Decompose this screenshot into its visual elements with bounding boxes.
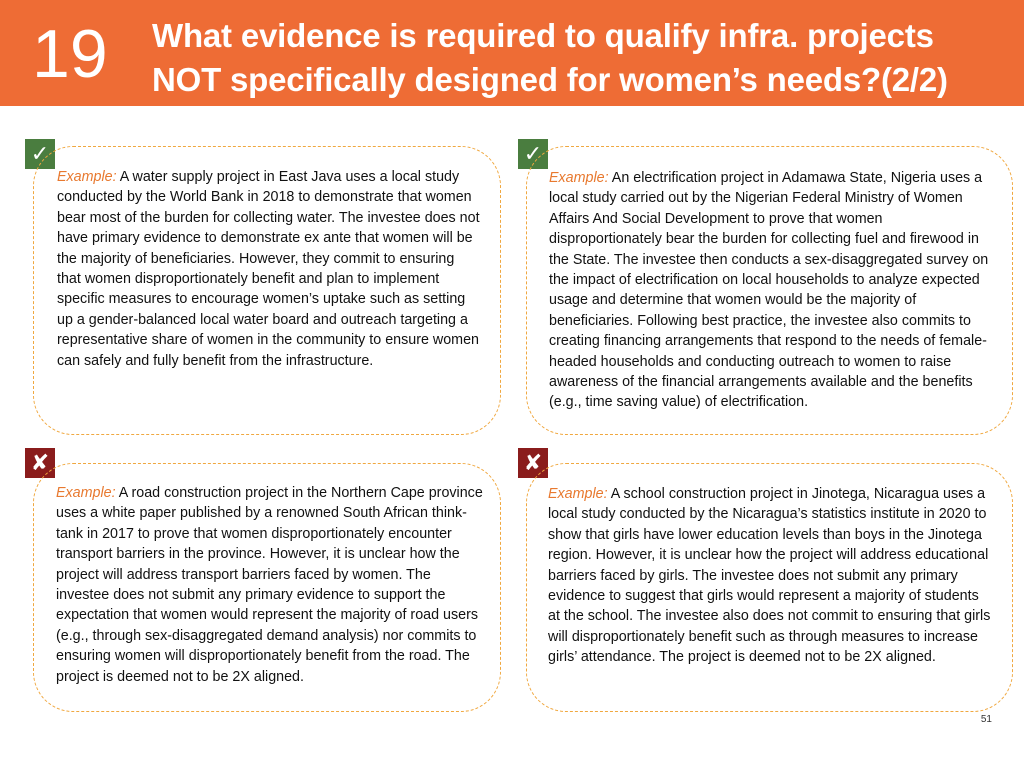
example-label: Example: [548,486,608,502]
slide-title [152,14,1012,102]
slide-title-line-1: What evidence is required to qualify infra. projects [152,17,934,54]
checkmark-icon: ✓ [518,139,548,169]
example-card-approved-water [33,146,501,435]
example-label: Example: [549,170,609,186]
example-card-rejected-road [33,463,501,712]
example-text [57,167,482,371]
example-card-approved-electrification [526,146,1013,435]
slide-number: 19 [32,16,108,92]
example-body: A water supply project in East Java uses a local study conducted by the World Bank in 2018 to demonstrate that women bear most of the burden for collecting water. The investee does not have primary evidence to demonstrate ex ante that women will be the majority of beneficiaries. However, they commit to ensuring that women disproportionately benefit and plan to implement specific measures to encourage women’s uptake such as setting up a gender-balanced local water board and outreach targeting a representative share of women in the community to ensure women can safely and fully benefit from the infrastructure. [57,169,480,369]
example-card-rejected-school [526,463,1013,712]
slide-header [0,0,1024,106]
cross-icon: ✘ [518,448,548,478]
example-body: A school construction project in Jinotega, Nicaragua uses a local study conducted by the Nicaragua’s statistics institute in 2020 to show that girls have lower education levels than boys in the Jinotega region. However, it is unclear how the project will address educational barriers faced by girls. The investee does not submit any primary evidence to suggest that girls would represent a majority of students at the school. The investee also does not commit to ensuring that girls will disproportionately benefit such as through measures to increase girls’ attendance. The project is deemed not to be 2X aligned. [548,486,991,666]
slide-title-line-2: NOT specifically designed for women’s needs?(2/2) [152,61,948,98]
cross-icon: ✘ [25,448,55,478]
example-label: Example: [57,169,117,185]
example-text [56,483,486,687]
example-text [549,168,989,413]
checkmark-icon: ✓ [25,139,55,169]
example-body: An electrification project in Adamawa State, Nigeria uses a local study carried out by the Nigerian Federal Ministry of Women Affairs And Social Development to prove that women disproportionately bear the burden for collecting fuel and firewood in the State. The investee then conducts a sex-disaggregated survey on the impact of electrification on local households to analyze expected usage and determine that women would be the majority of beneficiaries. Following best practice, the investee also commits to creating financing arrangements that respond to the needs of female-headed households and conducting outreach to women to raise awareness of the financial arrangements available and the benefits (e.g., time saving value) of electrification. [549,170,989,411]
example-text [548,484,993,668]
example-body: A road construction project in the Northern Cape province uses a white paper published by a renowned South African think-tank in 2017 to prove that women disproportionately encounter transport barriers in the province. However, it is unclear how the project will address transport barriers faced by women. The investee does not submit any primary evidence to support the expectation that women would represent the majority of road users (e.g., through sex-disaggregated demand analysis) nor commits to ensuring women will disproportionately benefit from the road. The project is deemed not to be 2X aligned. [56,485,483,685]
page-number: 51 [980,714,992,725]
example-label: Example: [56,485,116,501]
